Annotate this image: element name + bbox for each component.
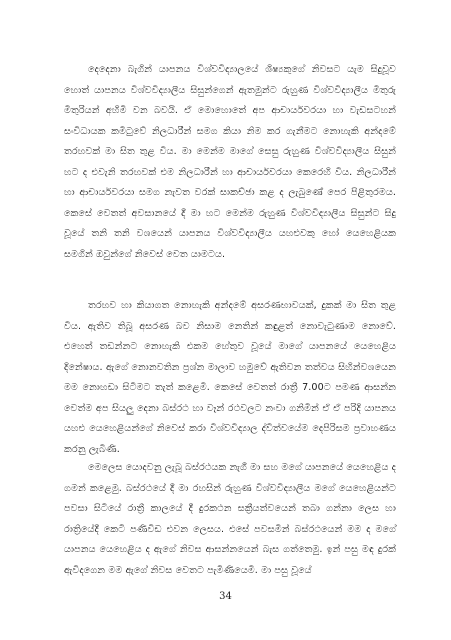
- paragraph-1: [64, 60, 396, 265]
- paragraph-2-text: තරහව හා කියාගත නොහැකි අන්දමේ අසරණභාවයක්, දුකක් මා සිත තුළ විය. ඇතිව තිබූ අසරණ බව නිසාම නෙතින් කඳුළත් නොවැටුණාම නොවේ. එහෙත් තඩන්නට නොහැකි එකම හේතුව වූයේ මාගේ යාපනයේ යෙහෙළිය දිනේෂාය. ඇගේ නොනවතින ප්‍රශ්න මාලාව හමුවේ ඇතිවන තත්වය සිහින්වශයෙන මම නොහඩා සිටීමට තැත් කළෙමි. කෙසේ වෙතත් රාත්‍රී 7.00ට පමණ ආසන්න වෙත්ම අප සියලු දෙනා බස්රථ හා වෑන් රථවලට නංවා ගනිමින් ඒ ඒ පරිදි යාපනය යහළු යෙහෙළියන්ගේ නිවෙස් කරා විශ්වවිද්‍යාල ද්විත්වයේම දෙපිරිසම ප්‍රවාහණය කරනු ලැබිණි.: [64, 300, 396, 455]
- page-number: 34: [219, 591, 232, 602]
- paragraph-3-text: මෙලෙස යොදවනු ලැබූ බස්රථයක නැගී මා සහ මගේ යාපනයේ යෙහෙළිය ද ගමන් කළෙමු. බස්රථයේ දී මා රහසින් රුහුණ විශ්වවිද්‍යාලීය මගේ යෙහෙළියන්ට පවසා සිටියේ රාත්‍රී කාලයේ දී දුරකථන සක්‍රීයත්වයෙන් තබා ගන්නා ලෙස හා රාත්‍රියේදී කෙටි පණිවිඩ එවන ලෙසය. එසේ පවසමින් බස්රථයෙන් මම ද මගේ යාපනය යෙහෙළිය ද ඇගේ නිවස ආසන්නයෙන් බැස ගත්තෙමු. ඉන් පසු මඳ දුරක් ඇවිදගෙන මම ඇගේ නිවස වෙතට පැමිණියෙමි. මා පසු වූයේ: [64, 462, 396, 576]
- paragraph-2: [64, 296, 396, 460]
- paragraph-3: [64, 458, 396, 581]
- paragraph-1-text: දෙදෙනා බැගින් යාපනය විශ්වවිද්‍යාලයේ ශිෂ්‍යකුගේ නිවසට යැම සිදුවූව හොත් යාපනය විශ්වවිද්‍යාලීය සිසුන්ගෙන් ඇතමුන්ට රුහුණ විශ්වවිද්‍යාලීය මිතුරු මිතුරියන් අහිමි වන බවයි. ඒ මොහොතේ අප ආචාර්යවරයා හා වැඩසටහන් සංවිධායක කමිටුවේ නිලධාරීන් සමග කියා නිම කර ගැනීමට නොහැකි අන්දමේ තරහවක් මා සිත තුළ විය. මා මෙන්ම මාගේ සෙසු රුහුණ විශ්වවිද්‍යාලීය සිසුන් හට ද එවැනි තරහවක් එම නිලධාරීන් හා ආචාර්යවරයා කෙරෙහි විය. නිලධාරීන් හා ආචාර්යවරයා සමග නැවත වරක් සාකච්ඡා කළ ද ලැබුණේ පෙර පිළිතුරමය. කෙසේ වෙතත් අවසානයේ දී මා හට මෙන්ම රුහුණ විශ්වවිද්‍යාලීය සිසුන්ට සිදු වූයේ තනි තනි වශයෙන් යාපනය විශ්වවිද්‍යාලීය යහළුවකු හෝ යෙහෙළියක සමගින් ඔවුන්ගේ නිවෙස් වෙත යාමටය.: [64, 64, 396, 260]
